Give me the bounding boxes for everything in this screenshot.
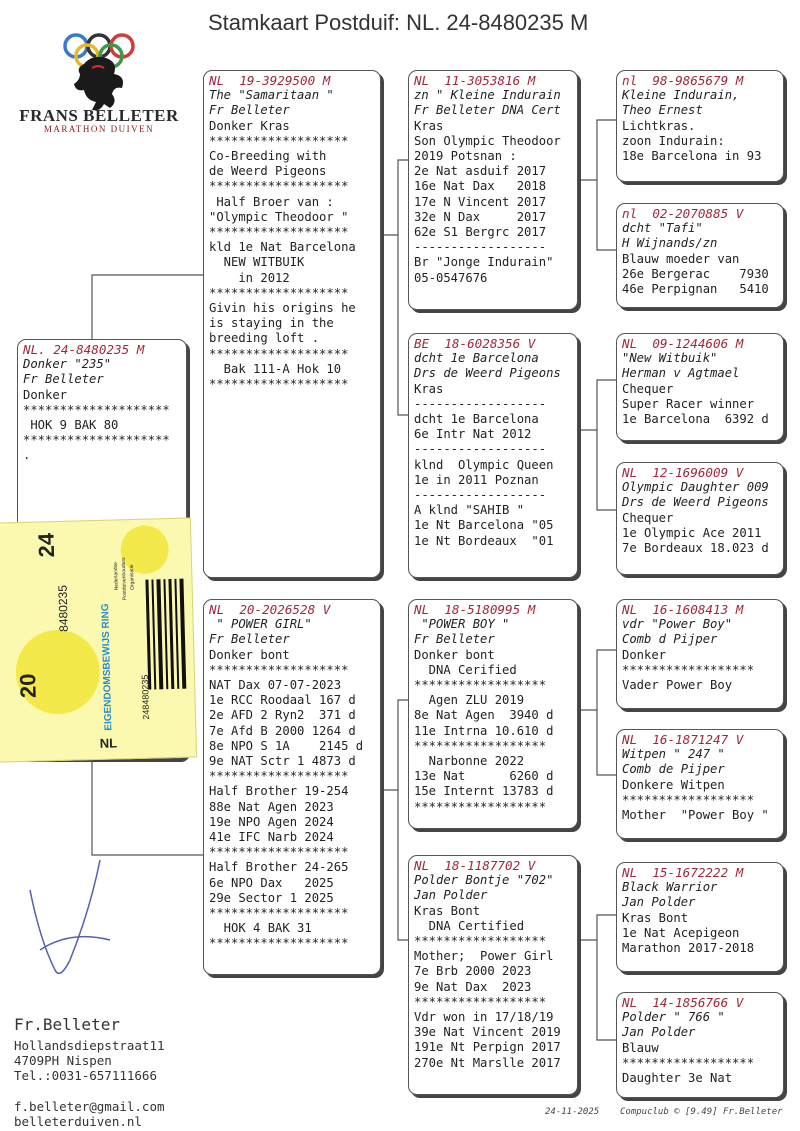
ring-barcode-number: 248480235 [139,674,152,720]
card-text-line: ****************** [622,1055,755,1070]
owner-name: Fr.Belleter [14,1015,120,1034]
pigeon-name-line: Jan Polder [414,888,488,903]
logo-subtitle: MARATHON DUIVEN [43,124,155,134]
card-text-line: ******************* [209,285,349,300]
card-ddd [616,992,784,1098]
pigeon-name-line: zn " Kleine Indurain [414,88,561,103]
card-text-line: DNA Certified [414,918,525,933]
card-text-line: Mother "Power Boy " [622,808,769,823]
card-text-line: kld 1e Nat Barcelona [209,240,356,255]
card-text-line: 1e Nt Barcelona "05 [414,518,554,533]
card-text-line: NAT Dax 07-07-2023 [209,678,342,693]
ring-code: NL. 24-8480235 M [23,342,145,357]
card-text-line: 2e Nat asduif 2017 [414,164,547,179]
card-text-line: Kras Bont [414,903,481,918]
card-text-line: ******************* [209,346,349,361]
card-text-line: Kras [414,381,444,396]
ring-code: NL 16-1608413 M [622,602,744,617]
card-text-line: ------------------ [414,442,547,457]
ring-year-right: 24 [33,532,60,558]
ring-code: NL 14-1856766 V [622,995,744,1010]
card-text-line: Half Brother 24-265 [209,860,349,875]
card-text-line: Kras [414,118,444,133]
card-text-line: 11e Intrna 10.610 d [414,723,554,738]
card-text-line: 39e Nat Vincent 2019 [414,1025,561,1040]
card-text-line: 16e Nat Dax 2018 [414,179,547,194]
card-text-line: Vdr won in 17/18/19 [414,1010,554,1025]
card-text-line: A klnd "SAHIB " [414,503,525,518]
card-text-line: 17e N Vincent 2017 [414,194,547,209]
card-text-line: 88e Nat Agen 2023 [209,799,334,814]
owner-email[interactable]: f.belleter@gmail.com [14,1099,165,1114]
pigeon-name-line: H Wijnands/zn [622,236,718,251]
card-text-line: breeding loft . [209,331,320,346]
card-text-line: ------------------ [414,488,547,503]
card-ssd [616,203,784,308]
card-text-line: ******************* [209,662,349,677]
card-text-line: zoon Indurain: [622,133,725,148]
footer-software: Compuclub © [9.49] Fr.Belleter [620,1107,783,1117]
card-text-line: 7e Brb 2000 2023 [414,964,532,979]
pigeon-name-line: Fr Belleter [209,103,290,118]
card-text-line: 9e NAT Sctr 1 4873 d [209,754,356,769]
card-dsd [616,729,784,839]
card-text-line: 8e NPO S 1A 2145 d [209,738,364,753]
pigeon-name-line: Witpen " 247 " [622,747,725,762]
card-text-line: 15e Internt 13783 d [414,784,554,799]
card-text-line: Super Racer winner [622,396,755,411]
card-text-line: Vader Power Boy [622,678,733,693]
card-text-line: NEW WITBUIK [209,255,305,270]
card-text-line: Donker [622,647,667,662]
card-text-line: klnd Olympic Queen [414,457,554,472]
ring-code: NL 11-3053816 M [414,73,536,88]
pigeon-name-line: Fr Belleter DNA Cert [414,103,561,118]
card-sds [616,333,784,441]
pigeon-name-line: Theo Ernest [622,103,703,118]
card-sdd [616,462,784,575]
pigeon-name-line: The "Samaritaan " [209,88,334,103]
card-text-line: Agen ZLU 2019 [414,693,525,708]
card-text-line: Half Broer van : [209,194,334,209]
card-text-line: Donkere Witpen [622,777,725,792]
card-text-line: 18e Barcelona in 93 [622,149,762,164]
card-text-line: Co-Breeding with [209,149,327,164]
card-sire-dam [408,333,578,578]
pigeon-name-line: Polder " 766 " [622,1010,725,1025]
card-text-line: ******************* [209,845,349,860]
ring-code: NL 20-2026528 V [209,602,331,617]
card-text-line: 62e S1 Bergrc 2017 [414,225,547,240]
pigeon-name-line: "New Witbuik" [622,351,718,366]
card-text-line: Chequer [622,510,674,525]
card-text-line: Blauw moeder van [622,251,740,266]
card-text-line: Br "Jonge Indurain" [414,255,554,270]
card-text-line: 2e AFD 2 Ryn2 371 d [209,708,356,723]
card-text-line: Donker Kras [209,118,290,133]
ring-sticker-graphic [0,518,196,761]
card-text-line: ******************* [209,225,349,240]
card-text-line: "Olympic Theodoor " [209,209,349,224]
card-text-line: 13e Nat 6260 d [414,769,554,784]
card-text-line: 270e Nt Marslle 2017 [414,1055,561,1070]
ring-country: NL [99,735,118,751]
card-text-line: in 2012 [209,270,290,285]
card-text-line: ******************* [209,906,349,921]
card-dss [616,599,784,709]
card-text-line: 19e NPO Agen 2024 [209,814,334,829]
card-text-line: Donker [23,387,68,402]
card-text-line: Marathon 2017-2018 [622,941,755,956]
card-text-line: Donker bont [414,647,495,662]
card-text-line: 1e Nt Bordeaux "01 [414,533,554,548]
card-text-line: ------------------ [414,240,547,255]
card-text-line: 05-0547676 [414,270,488,285]
pigeon-name-line: Polder Bontje "702" [414,873,554,888]
card-text-line: ******************* [209,179,349,194]
card-sire-sire [408,70,578,310]
card-dam-dam [408,855,578,1095]
card-text-line: ------------------ [414,396,547,411]
card-text-line: is staying in the [209,316,334,331]
ring-code: NL 16-1871247 V [622,732,744,747]
owner-address1: Hollandsdiepstraat11 [14,1038,165,1053]
card-text-line: ******************** [23,433,170,448]
ring-sticker [0,517,197,762]
card-text-line: 32e N Dax 2017 [414,209,547,224]
card-text-line: 191e Nt Perpign 2017 [414,1040,561,1055]
card-text-line: Narbonne 2022 [414,754,525,769]
ring-org1: Nederlandse [112,561,120,591]
card-text-line: . [23,448,31,463]
card-text-line: Bak 111-A Hok 10 [209,361,342,376]
pigeon-name-line: Fr Belleter [414,632,495,647]
ring-org3: Organisatie [129,564,136,591]
card-text-line: HOK 4 BAK 31 [209,921,312,936]
card-text-line: Chequer [622,381,674,396]
owner-phone: Tel.:0031-657111666 [14,1068,157,1083]
card-text-line: 1e Olympic Ace 2011 [622,525,762,540]
card-sss [616,70,784,182]
pigeon-name-line: Jan Polder [622,895,696,910]
card-text-line: Givin his origins he [209,301,356,316]
card-text-line: Lichtkras. [622,118,696,133]
pigeon-name-line: Kleine Indurain, [622,88,740,103]
pigeon-name-line: Drs de Weerd Pigeons [622,495,769,510]
owner-website[interactable]: belleterduiven.nl [14,1114,142,1129]
card-text-line: ****************** [414,934,547,949]
pigeon-name-line: " POWER GIRL" [209,617,312,632]
pigeon-name-line: Fr Belleter [23,372,104,387]
card-text-line: 6e Intr Nat 2012 [414,427,532,442]
ring-code: NL 19-3929500 M [209,73,331,88]
pigeon-name-line: Black Warrior [622,880,718,895]
card-text-line: ******************* [209,133,349,148]
card-text-line: 2019 Potsnan : [414,149,517,164]
ring-code: nl 02-2070885 V [622,206,744,221]
card-text-line: ****************** [622,662,755,677]
card-text-line: 8e Nat Agen 3940 d [414,708,554,723]
card-text-line: dcht 1e Barcelona [414,412,539,427]
card-text-line: ******************* [209,769,349,784]
ring-code: nl 98-9865679 M [622,73,744,88]
card-text-line: Son Olympic Theodoor [414,133,561,148]
pigeon-name-line: Comb d Pijper [622,632,718,647]
pigeon-name-line: Drs de Weerd Pigeons [414,366,561,381]
ring-code: NL 12-1696009 V [622,465,744,480]
signature [0,820,180,1000]
card-text-line: ******************* [209,936,349,951]
card-text-line: 1e RCC Roodaal 167 d [209,693,356,708]
card-text-line: ****************** [414,738,547,753]
logo-name: FRANS BELLETER [19,106,179,125]
card-text-line: 1e in 2011 Poznan [414,472,539,487]
card-text-line: 1e Nat Acepigeon [622,925,740,940]
card-text-line: ******************** [23,402,170,417]
card-text-line: 46e Perpignan 5410 [622,282,769,297]
ring-code: NL 18-5180995 M [414,602,536,617]
card-text-line: de Weerd Pigeons [209,164,327,179]
ring-code: BE 18-6028356 V [414,336,536,351]
pigeon-name-line: dcht 1e Barcelona [414,351,539,366]
ring-side-text: EIGENDOMSBEWIJS RING [100,603,115,731]
card-text-line: 29e Sector 1 2025 [209,890,334,905]
ring-code: NL 15-1672222 M [622,865,744,880]
card-text-line: ****************** [414,994,547,1009]
pigeon-name-line: Jan Polder [622,1025,696,1040]
ring-year-left: 20 [15,673,41,699]
owner-address2: 4709PH Nispen [14,1053,112,1068]
card-sire [203,70,381,578]
ring-code: NL 09-1244606 M [622,336,744,351]
footer-date: 24-11-2025 [545,1107,600,1117]
card-text-line: 6e NPO Dax 2025 [209,875,334,890]
card-text-line: 7e Bordeaux 18.023 d [622,541,769,556]
card-text-line: 7e Afd B 2000 1264 d [209,723,356,738]
pigeon-name-line: Donker "235" [23,357,112,372]
card-text-line: HOK 9 BAK 80 [23,418,119,433]
card-text-line: 1e Barcelona 6392 d [622,412,769,427]
page-title: Stamkaart Postduif: NL. 24-8480235 M [208,10,589,35]
card-text-line: ****************** [414,678,547,693]
pigeon-name-line: vdr "Power Boy" [622,617,733,632]
ring-org2: Postduivenhouders [120,557,128,601]
card-text-line: Blauw [622,1040,659,1055]
ring-number: 8480235 [55,584,71,632]
pigeon-name-line: "POWER BOY " [414,617,510,632]
pigeon-name-line: Herman v Agtmael [622,366,740,381]
card-text-line: 41e IFC Narb 2024 [209,830,334,845]
card-text-line: ****************** [414,799,547,814]
pigeon-name-line: Comb de Pijper [622,762,725,777]
card-text-line: ******************* [209,377,349,392]
card-text-line: Daughter 3e Nat [622,1071,733,1086]
card-text-line: Kras Bont [622,910,689,925]
pigeon-name-line: Fr Belleter [209,632,290,647]
card-text-line: ****************** [622,792,755,807]
card-dam-sire [408,599,578,829]
card-text-line: Mother; Power Girl [414,949,554,964]
card-dds [616,862,784,972]
pigeon-name-line: dcht "Tafi" [622,221,703,236]
card-text-line: 9e Nat Dax 2023 [414,979,532,994]
card-text-line: Donker bont [209,647,290,662]
card-text-line: DNA Cerified [414,662,517,677]
pigeon-name-line: Olympic Daughter 009 [622,480,769,495]
ring-code: NL 18-1187702 V [414,858,536,873]
card-text-line: 26e Bergerac 7930 [622,266,769,281]
card-dam [203,599,381,975]
card-text-line: Half Brother 19-254 [209,784,349,799]
